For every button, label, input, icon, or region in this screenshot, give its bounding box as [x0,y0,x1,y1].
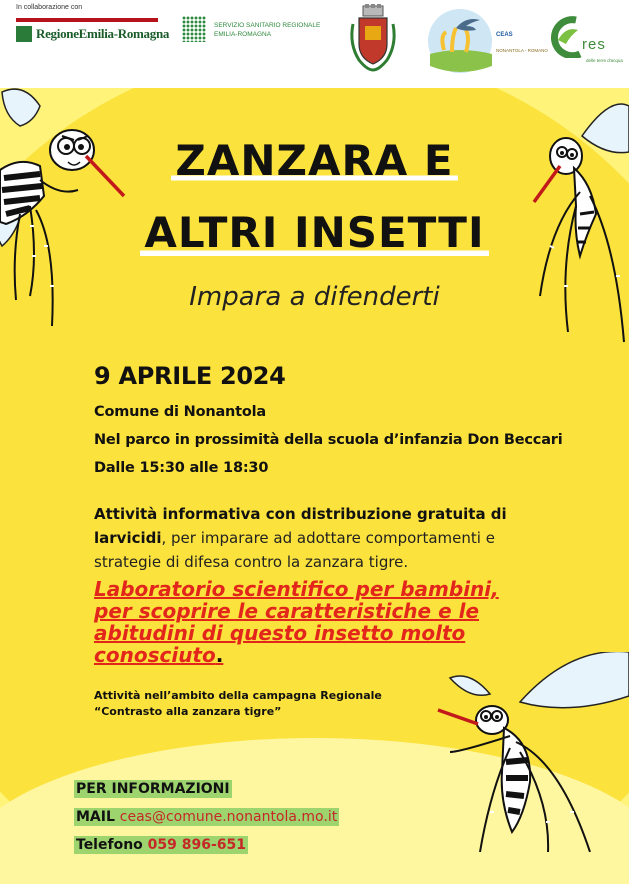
description-bold: Attività informativa con distribuzione gratuita di larvicidi [94,505,507,547]
ssr-line1: SERVIZIO SANITARIO REGIONALE [214,22,321,29]
event-date: 9 APRILE 2024 [94,362,286,390]
cres-word: res [582,36,606,53]
ceas-title: CEAS [496,32,513,38]
event-location: Nel parco in prossimità della scuola d’infanzia Don Beccari [94,432,563,448]
municipal-crest-icon [345,4,401,76]
lab-line-3: abitudini di questo insetto molto [94,621,466,645]
ssr-line2: EMILIA-ROMAGNA [214,31,272,38]
mail-label: MAIL [76,809,115,825]
cres-subtitle: delle terre d'acqua [586,58,623,63]
campaign-line-1: Attività nell’ambito della campagna Regionale [94,689,382,702]
event-description [94,502,534,574]
campaign-line-2: “Contrasto alla zanzara tigre” [94,705,282,718]
ceas-heron-icon [426,6,496,76]
description-rest: , per imparare ad adottare comportamenti e strategie di difesa contro la zanzara tigre. [94,529,495,571]
lab-line-1: Laboratorio scientifico per bambini, [94,577,499,601]
title-line-2-text: ALTRI INSETTI [140,210,488,256]
subtitle: Impara a difenderti [189,282,440,312]
lab-announcement [94,578,534,666]
lab-line-2: per scoprire le caratteristiche e le [94,599,480,623]
mail-link[interactable]: ceas@comune.nonantola.mo.it [119,809,338,825]
lab-end: . [215,643,224,667]
servizio-sanitario-logo [182,16,342,52]
title-line-1 [0,138,629,184]
event-place: Comune di Nonantola [94,404,267,420]
lab-line-4-wrap [94,644,534,666]
ceas-subtitle: NONANTOLA - ROMANO [496,48,548,53]
mosquito-bottom-right-icon [420,652,629,852]
regione-emilia-romagna-logo [16,18,170,46]
ssr-dots-icon [182,16,206,42]
event-time: Dalle 15:30 alle 18:30 [94,460,269,476]
lab-line-4: conosciuto [94,643,216,667]
contacts-heading: PER INFORMAZIONI [76,781,230,797]
collab-label: In collaborazione con [16,4,83,11]
cres-logo [550,14,624,70]
contact-mail-row [74,808,339,826]
phone-label: Telefono [76,837,143,853]
title-line-2 [0,210,629,256]
phone-link[interactable]: 059 896-651 [147,837,247,853]
header-logos [0,0,629,90]
ceas-logo [426,6,548,76]
title-line-1-text: ZANZARA E [171,138,457,184]
campaign-note [94,688,382,720]
regione-logo-text: RegioneEmilia-Romagna [36,26,170,41]
contact-phone-row [74,836,248,854]
